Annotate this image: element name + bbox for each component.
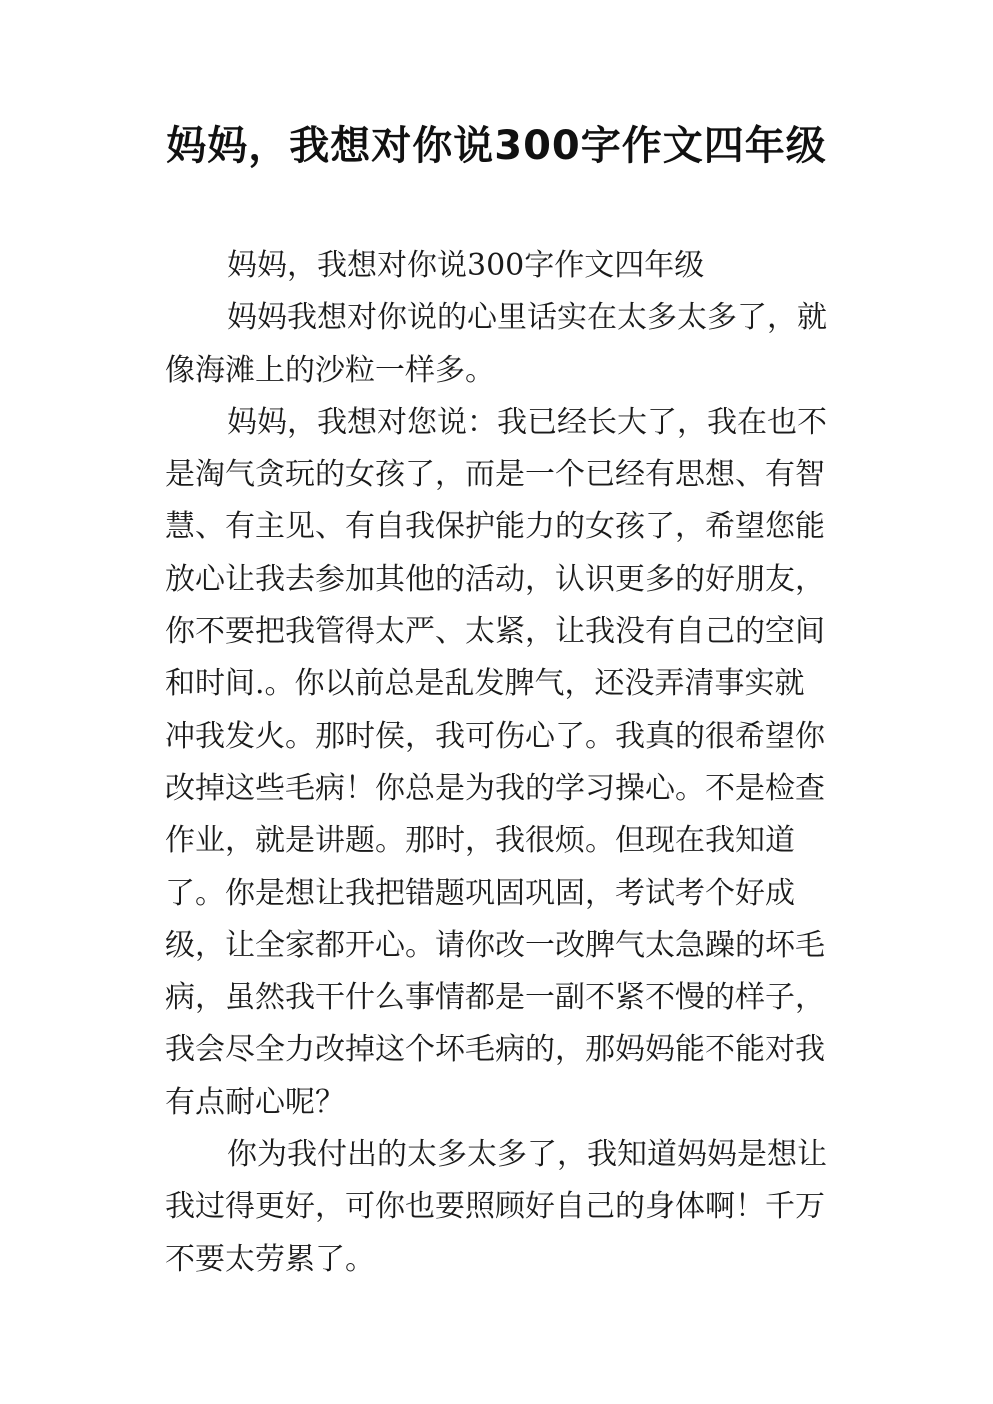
paragraph: 你为我付出的太多太多了，我知道妈妈是想让我过得更好，可你也要照顾好自己的身体啊！千万不要太劳累了。 bbox=[165, 1137, 827, 1277]
paragraph-subtitle: 妈妈，我想对你说300字作文四年级 bbox=[227, 248, 705, 283]
paragraph: 妈妈，我想对您说：我已经长大了，我在也不是淘气贪玩的女孩了，而是一个已经有思想、有智慧、有主见、有自我保护能力的女孩了，希望您能放心让我去参加其他的活动，认识更多的好朋友，你不要把我管得太严、太紧，让我没有自己的空间和时间.。你以前总是乱发脾气，还没弄清事实就冲我发火。那时侯，我可伤心了。我真的很希望你改掉这些毛病！你总是为我的学习操心。不是检查作业，就是讲题。那时，我很烦。但现在我知道了。你是想让我把错题巩固巩固，考试考个好成级，让全家都开心。请你改一改脾气太急躁的坏毛病，虽然我干什么事情都是一副不紧不慢的样子，我会尽全力改掉这个坏毛病的，那妈妈能不能对我有点耐心呢？ bbox=[165, 404, 827, 1120]
document-body bbox=[165, 240, 830, 1286]
paragraph: 妈妈我想对你说的心里话实在太多太多了，就像海滩上的沙粒一样多。 bbox=[165, 300, 827, 388]
document-title: 妈妈，我想对你说300字作文四年级 bbox=[166, 123, 827, 169]
